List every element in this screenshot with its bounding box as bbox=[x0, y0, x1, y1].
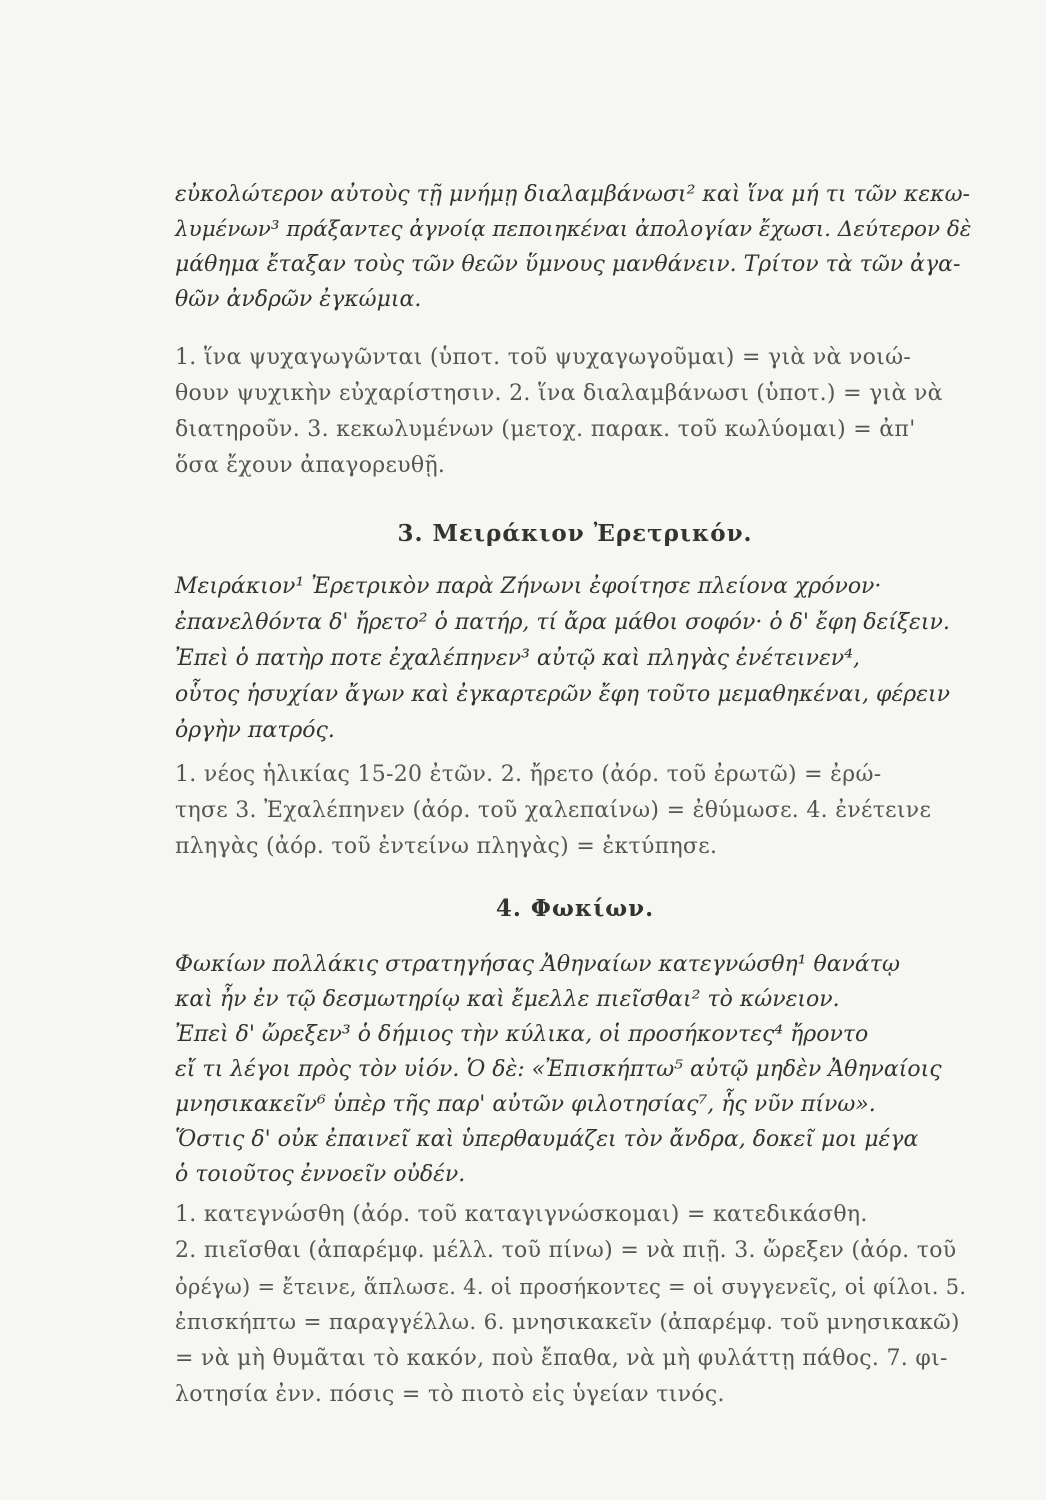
text-line: Μειράκιον¹ Ἐρετρικὸν παρὰ Ζήνωνι ἐφοίτησε πλείονα χρόνον· bbox=[175, 574, 882, 599]
note-line: θουν ψυχικὴν εὐχαρίστησιν. 2. ἵνα διαλαμβάνωσι (ὑποτ.) = γιὰ νὰ bbox=[175, 381, 943, 406]
text-line: οὗτος ἡσυχίαν ἄγων καὶ ἐγκαρτερῶν ἔφη τοῦτο μεμαθηκέναι, φέρειν bbox=[175, 682, 950, 707]
note-line: 1. νέος ἡλικίας 15-20 ἐτῶν. 2. ἤρετο (ἀόρ. τοῦ ἐρωτῶ) = ἐρώ- bbox=[175, 762, 882, 787]
note-line: ὀρέγω) = ἔτεινε, ἅπλωσε. 4. οἱ προσήκοντες = οἱ συγγενεῖς, οἱ φίλοι. 5. bbox=[175, 1275, 967, 1299]
note-line: λοτησία ἐνν. πόσις = τὸ πιοτὸ εἰς ὑγείαν τινός. bbox=[175, 1382, 725, 1407]
note-line: 1. κατεγνώσθη (ἀόρ. τοῦ καταγιγνώσκομαι) = κατεδικάσθη. bbox=[175, 1202, 868, 1227]
text-line: ὀργὴν πατρός. bbox=[175, 718, 335, 743]
intro-line: θῶν ἀνδρῶν ἐγκώμια. bbox=[175, 287, 422, 312]
note-line: ἐπισκήπτω = παραγγέλλω. 6. μνησικακεῖν (ἀπαρέμφ. τοῦ μνησικακῶ) bbox=[175, 1310, 960, 1335]
note-line: 2. πιεῖσθαι (ἀπαρέμφ. μέλλ. τοῦ πίνω) = νὰ πιῇ. 3. ὤρεξεν (ἀόρ. τοῦ bbox=[175, 1238, 957, 1263]
note-line: τησε 3. Ἐχαλέπηνεν (ἀόρ. τοῦ χαλεπαίνω) = ἐθύμωσε. 4. ἐνέτεινε bbox=[175, 798, 932, 823]
text-line: ὁ τοιοῦτος ἐννοεῖν οὐδέν. bbox=[175, 1162, 466, 1187]
text-line: Ἐπεὶ δ' ὤρεξεν³ ὁ δήμιος τὴν κύλικα, οἱ προσήκοντες⁴ ἤροντο bbox=[175, 1022, 869, 1047]
text-line: ἐπανελθόντα δ' ἤρετο² ὁ πατήρ, τί ἄρα μάθοι σοφόν· ὁ δ' ἔφη δείξειν. bbox=[175, 610, 950, 635]
intro-line: εὐκολώτερον αὐτοὺς τῇ μνήμῃ διαλαμβάνωσι² καὶ ἵνα μή τι τῶν κεκω- bbox=[175, 182, 970, 207]
text-line: Ἐπεὶ ὁ πατὴρ ποτε ἐχαλέπηνεν³ αὐτῷ καὶ πληγὰς ἐνέτεινεν⁴, bbox=[175, 646, 860, 671]
text-line: καὶ ἦν ἐν τῷ δεσμωτηρίῳ καὶ ἔμελλε πιεῖσθαι² τὸ κώνειον. bbox=[175, 987, 840, 1012]
intro-line: μάθημα ἔταξαν τοὺς τῶν θεῶν ὕμνους μανθάνειν. Τρίτον τὰ τῶν ἀγα- bbox=[175, 252, 961, 277]
text-line: Φωκίων πολλάκις στρατηγήσας Ἀθηναίων κατεγνώσθη¹ θανάτῳ bbox=[175, 952, 900, 977]
intro-line: λυμένων³ πράξαντες ἀγνοίᾳ πεποιηκέναι ἀπολογίαν ἔχωσι. Δεύτερον δὲ bbox=[175, 217, 972, 242]
note-line: διατηροῦν. 3. κεκωλυμένων (μετοχ. παρακ. τοῦ κωλύομαι) = ἀπ' bbox=[175, 417, 916, 442]
text-line: εἴ τι λέγοι πρὸς τὸν υἱόν. Ὁ δὲ: «Ἐπισκήπτω⁵ αὐτῷ μηδὲν Ἀθηναίοις bbox=[175, 1057, 942, 1082]
note-line: 1. ἵνα ψυχαγωγῶνται (ὑποτ. τοῦ ψυχαγωγοῦμαι) = γιὰ νὰ νοιώ- bbox=[175, 345, 912, 370]
note-line: ὅσα ἔχουν ἀπαγορευθῇ. bbox=[175, 453, 446, 478]
text-line: Ὅστις δ' οὐκ ἐπαινεῖ καὶ ὑπερθαυμάζει τὸν ἄνδρα, δοκεῖ μοι μέγα bbox=[175, 1127, 919, 1152]
section-heading: 3. Μειράκιον Ἐρετρικόν. bbox=[397, 520, 753, 547]
text-line: μνησικακεῖν⁶ ὑπὲρ τῆς παρ' αὐτῶν φιλοτησίας⁷, ἧς νῦν πίνω». bbox=[175, 1092, 876, 1117]
note-line: = νὰ μὴ θυμᾶται τὸ κακόν, ποὺ ἔπαθα, νὰ μὴ φυλάττῃ πάθος. 7. φι- bbox=[175, 1346, 948, 1371]
section-heading: 4. Φωκίων. bbox=[495, 895, 655, 922]
note-line: πληγὰς (ἀόρ. τοῦ ἐντείνω πληγὰς) = ἐκτύπησε. bbox=[175, 834, 718, 859]
